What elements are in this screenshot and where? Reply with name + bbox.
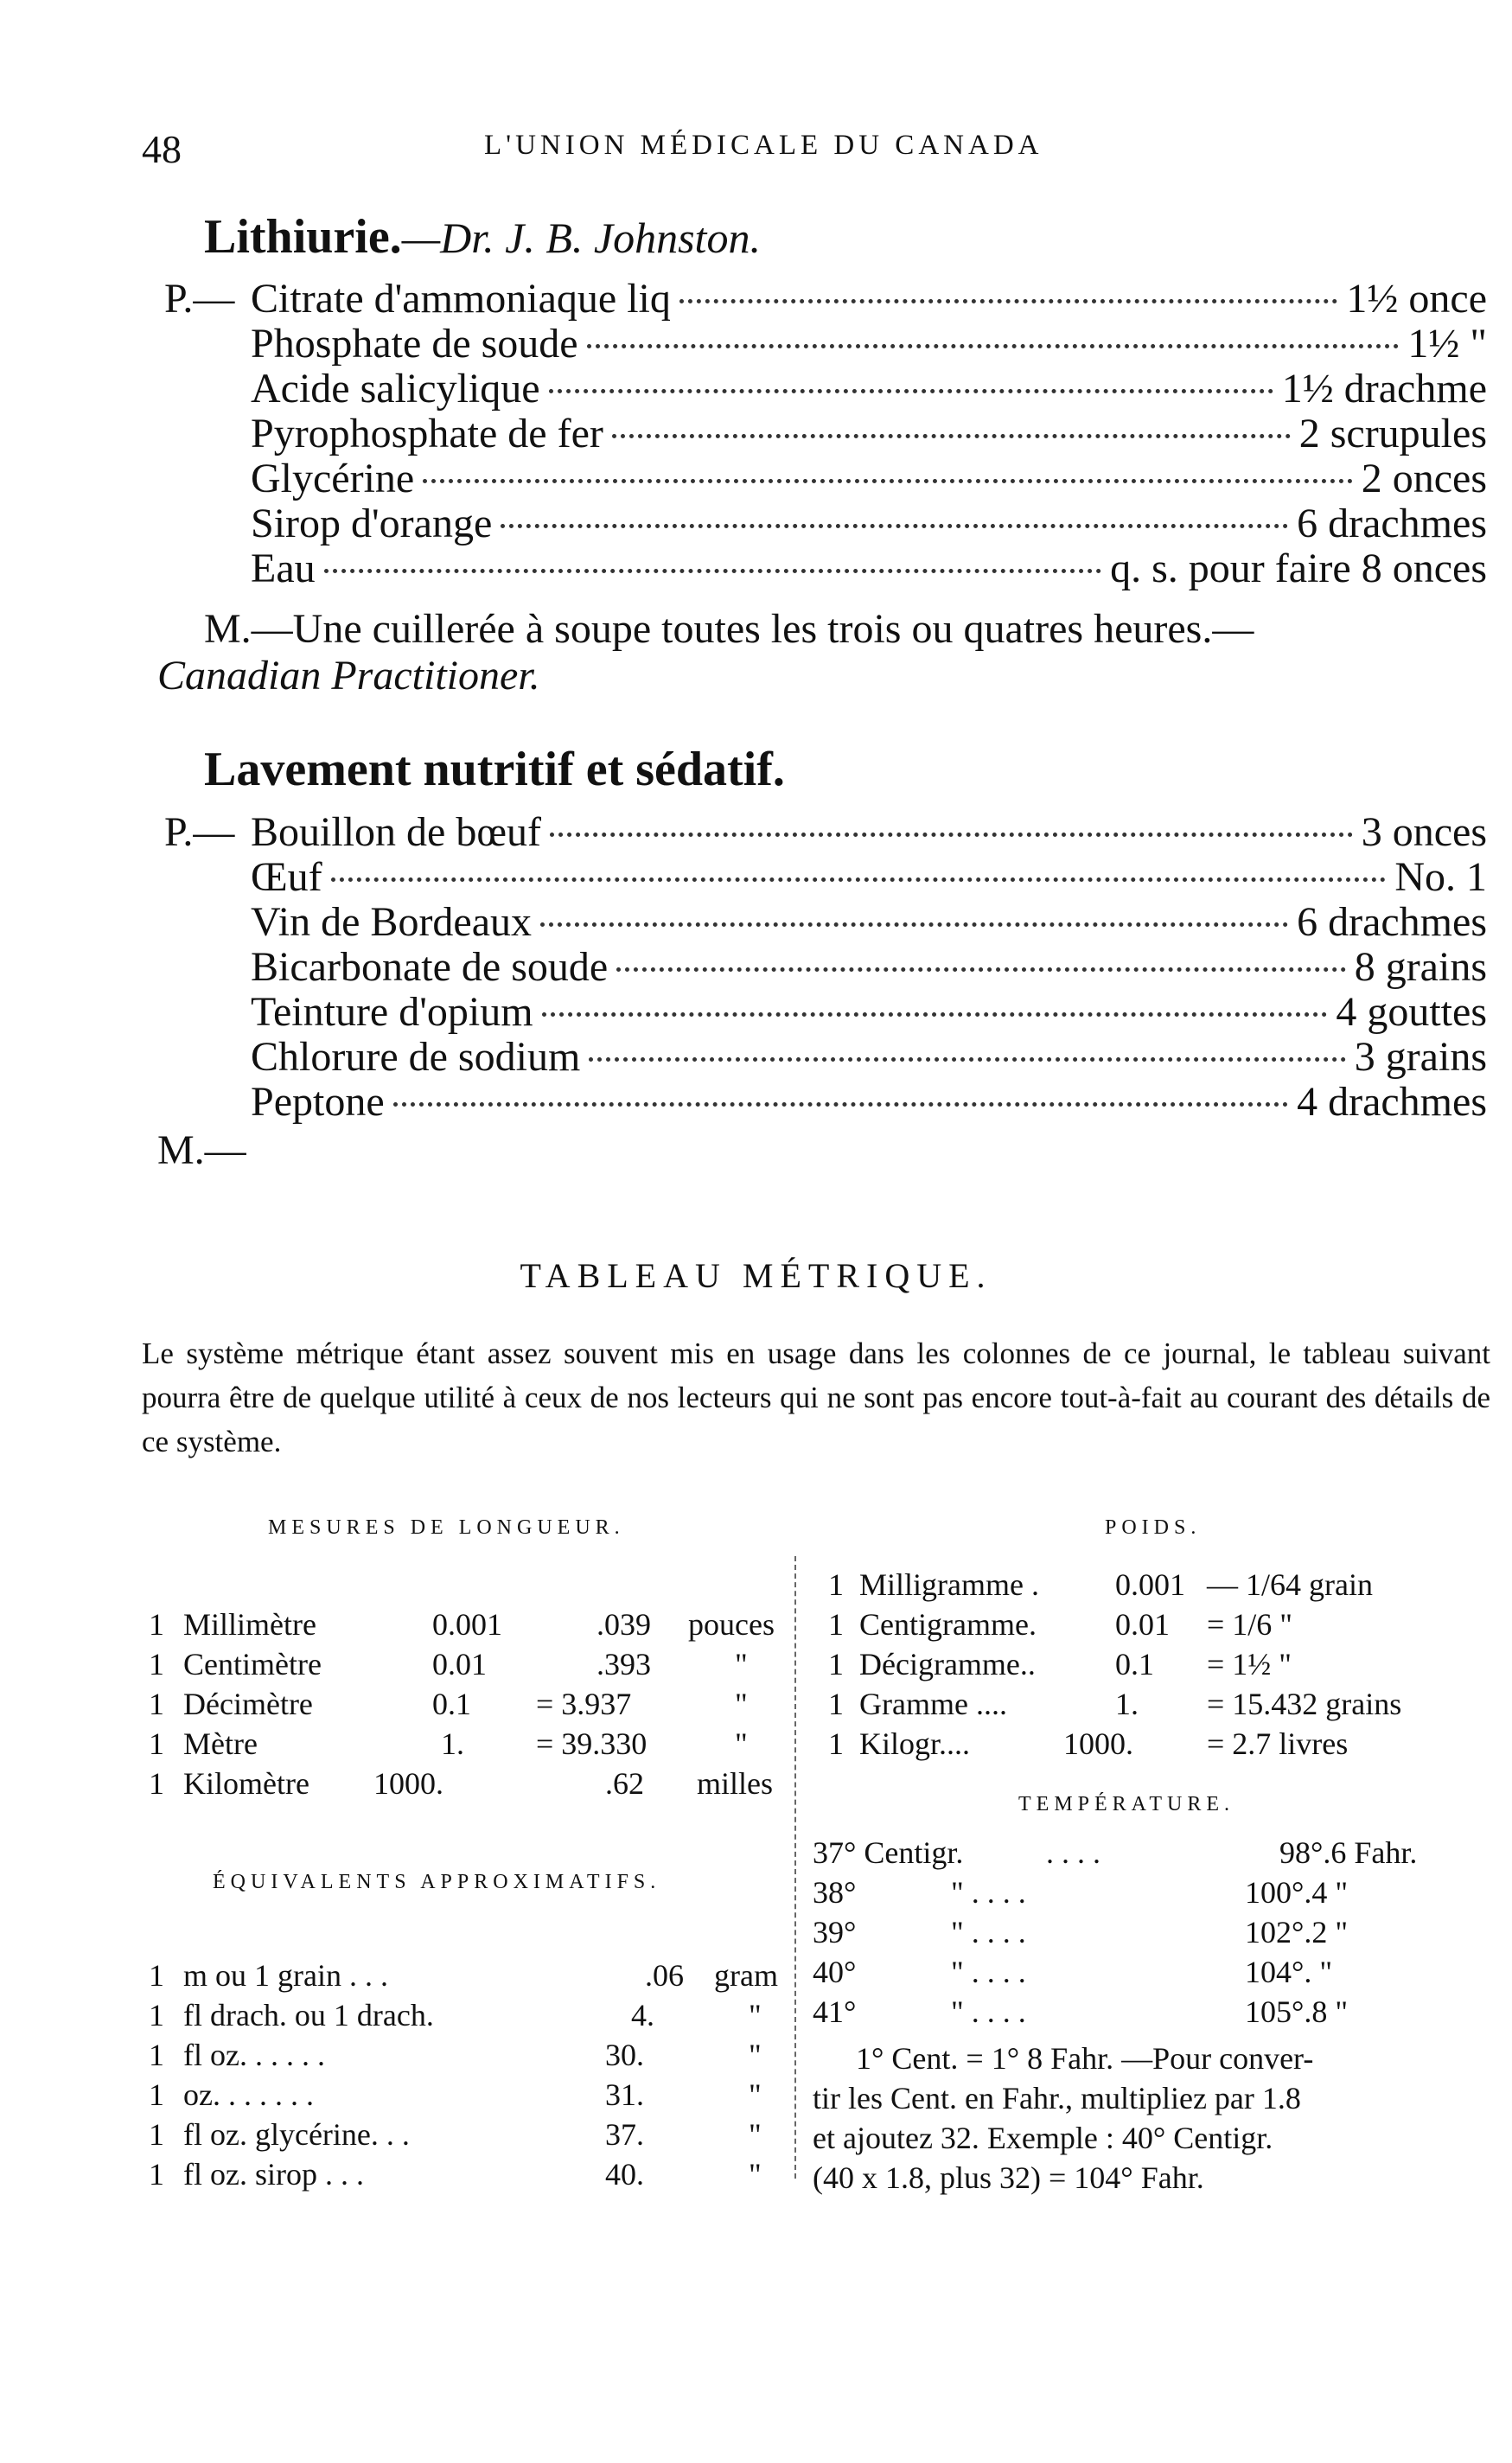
prescription-prefix: P.— [164, 809, 235, 855]
equivalent-value: .06 [645, 1958, 684, 1993]
equivalent-unit: milles [697, 1766, 773, 1801]
leader-dots [324, 568, 1102, 573]
metric-value: 0.01 [1115, 1607, 1170, 1642]
ingredient-line [164, 320, 1487, 367]
leader-dots: " . . . . [951, 1994, 1026, 2029]
ingredient-name: Œuf [251, 854, 322, 900]
unit-name: Centigramme. [859, 1607, 1037, 1642]
ingredient-qty: 3 onces [1361, 809, 1487, 855]
ingredient-line [164, 1033, 1487, 1081]
ingredient-qty: q. s. pour faire 8 onces [1110, 546, 1487, 591]
equivalent-unit: " [749, 1998, 762, 2032]
equivalent-value: = 39.330 [536, 1726, 648, 1761]
fahrenheit-value: 102°.2 " [1245, 1915, 1349, 1949]
equivalent-value: 37. [605, 2117, 644, 2152]
metric-value: 1000. [1063, 1726, 1133, 1761]
equivalent-value: = 3.937 [536, 1687, 632, 1721]
leader-dots [679, 298, 1338, 303]
row-count: 1 [828, 1647, 844, 1681]
ingredient-name: Eau [251, 546, 316, 591]
ingredient-name: Peptone [251, 1079, 385, 1125]
ingredient-qty: 6 drachmes [1297, 899, 1487, 945]
row-count: 1 [149, 1607, 164, 1642]
equivalent-unit: " [749, 2077, 762, 2112]
leader-dots [393, 1101, 1288, 1107]
unit-name: Kilomètre [183, 1766, 309, 1801]
recipe-title: Lavement nutritif et sédatif. [204, 743, 785, 796]
unit-name: fl drach. ou 1 drach. [183, 1998, 434, 2032]
leader-dots: " . . . . [951, 1915, 1026, 1949]
leader-dots: " . . . . [951, 1875, 1026, 1910]
ingredient-name: Teinture d'opium [251, 989, 533, 1035]
ingredient-qty: 4 drachmes [1297, 1079, 1487, 1125]
row-count: 1 [828, 1567, 844, 1602]
prescription-prefix: P.— [164, 276, 235, 322]
equivalent-value: — 1/64 grain [1207, 1567, 1373, 1602]
conversion-note-line: tir les Cent. en Fahr., multipliez par 1.8 [813, 2081, 1301, 2115]
equivalent-unit: " [735, 1687, 748, 1721]
conversion-note-line: et ajoutez 32. Exemple : 40° Centigr. [813, 2121, 1273, 2155]
ingredient-qty: 1½ " [1407, 321, 1487, 367]
leader-dots [612, 433, 1291, 438]
leader-dots: " . . . . [951, 1955, 1026, 1989]
row-count: 1 [149, 2117, 164, 2152]
metric-value: 1. [1115, 1687, 1139, 1721]
leader-dots [331, 877, 1387, 882]
column-divider [794, 1556, 796, 2179]
fahrenheit-value: 98°.6 Fahr. [1279, 1835, 1418, 1870]
unit-name: fl oz. glycérine. . . [183, 2117, 410, 2152]
celsius-value: 37° Centigr. [813, 1835, 964, 1870]
equivalent-value: = 1½ " [1207, 1647, 1292, 1681]
ingredient-name: Sirop d'orange [251, 501, 493, 546]
recipe-instructions: M.—Une cuillerée à soupe toutes les trois ou quatres heures.— [204, 606, 1254, 652]
row-count: 1 [149, 2157, 164, 2192]
equivalent-unit: " [749, 2157, 762, 2192]
row-count: 1 [828, 1607, 844, 1642]
row-count: 1 [149, 2077, 164, 2112]
ingredient-qty: 1½ once [1346, 276, 1487, 322]
ingredient-name: Bicarbonate de soude [251, 944, 609, 990]
fahrenheit-value: 105°.8 " [1245, 1994, 1349, 2029]
conversion-note-line: 1° Cent. = 1° 8 Fahr. —Pour conver- [856, 2041, 1314, 2076]
ingredient-name: Vin de Bordeaux [251, 899, 533, 945]
ingredient-line [164, 455, 1487, 502]
row-count: 1 [149, 1726, 164, 1761]
ingredient-line [164, 365, 1487, 412]
ingredient-qty: 3 grains [1354, 1034, 1487, 1080]
ingredient-name: Acide salicylique [251, 366, 540, 412]
equivalents-heading: ÉQUIVALENTS APPROXIMATIFS. [213, 1871, 661, 1893]
leader-dots: . . . . [1046, 1835, 1101, 1870]
celsius-value: 40° [813, 1955, 857, 1989]
recipe-closing: M.— [157, 1127, 246, 1173]
metric-value: 0.1 [432, 1687, 471, 1721]
ingredient-line [164, 853, 1487, 901]
ingredient-name: Chlorure de sodium [251, 1034, 581, 1080]
unit-name: Kilogr.... [859, 1726, 971, 1761]
ingredient-qty: 8 grains [1354, 944, 1487, 990]
leader-dots [549, 388, 1273, 393]
ingredient-line [164, 943, 1487, 991]
recipe-title [204, 209, 761, 265]
leader-dots [540, 922, 1288, 927]
equivalent-unit: " [749, 2117, 762, 2152]
celsius-value: 41° [813, 1994, 857, 2029]
equivalent-unit: pouces [688, 1607, 775, 1642]
equivalent-value: = 2.7 livres [1207, 1726, 1349, 1761]
row-count: 1 [149, 1766, 164, 1801]
temperature-heading: TEMPÉRATURE. [1018, 1793, 1235, 1815]
fahrenheit-value: 104°. " [1245, 1955, 1333, 1989]
ingredient-line [164, 410, 1487, 457]
equivalent-value: 31. [605, 2077, 644, 2112]
recipe-author: —Dr. J. B. Johnston. [401, 214, 761, 262]
leader-dots [423, 478, 1352, 483]
recipe-title-text: Lithiurie. [204, 210, 402, 264]
celsius-value: 38° [813, 1875, 857, 1910]
leader-dots [542, 1011, 1328, 1017]
weight-heading: POIDS. [1105, 1516, 1202, 1539]
row-count: 1 [828, 1687, 844, 1721]
metric-intro: Le système métrique étant assez souvent mis en usage dans les colonnes de ce journal, le tableau suivant pourra être de quelque utilité à ceux de nos lecteurs qui ne sont pas encore tout-à-fait au courant des détails de ce système. [142, 1337, 1490, 1458]
conversion-note-line: (40 x 1.8, plus 32) = 104° Fahr. [813, 2160, 1204, 2195]
page-number: 48 [142, 127, 182, 171]
ingredient-qty: 6 drachmes [1297, 501, 1487, 546]
metric-value: 1000. [373, 1766, 443, 1801]
running-title: L'UNION MÉDICALE DU CANADA [484, 130, 1043, 161]
equivalent-unit: gram [714, 1958, 778, 1993]
ingredient-qty: 2 scrupules [1298, 411, 1487, 456]
ingredient-name: Glycérine [251, 456, 415, 501]
unit-name: Décigramme.. [859, 1647, 1036, 1681]
leader-dots [550, 832, 1353, 837]
ingredient-name: Phosphate de soude [251, 321, 578, 367]
unit-name: m ou 1 grain . . . [183, 1958, 388, 1993]
ingredient-line [164, 808, 1487, 856]
unit-name: Décimètre [183, 1687, 313, 1721]
row-count: 1 [149, 1998, 164, 2032]
leader-dots [501, 523, 1288, 528]
ingredient-line [164, 500, 1487, 547]
equivalent-value: 30. [605, 2038, 644, 2072]
leader-dots [587, 343, 1400, 348]
ingredient-name: Citrate d'ammoniaque liq [251, 276, 671, 322]
metric-table-title: TABLEAU MÉTRIQUE. [520, 1256, 992, 1295]
row-count: 1 [149, 2038, 164, 2072]
ingredient-name: Pyrophosphate de fer [251, 411, 603, 456]
ingredient-qty: 4 gouttes [1336, 989, 1487, 1035]
equivalent-unit: " [735, 1647, 748, 1681]
recipe-source [157, 652, 540, 699]
equivalent-value: .62 [605, 1766, 644, 1801]
unit-name: Millimètre [183, 1607, 316, 1642]
unit-name: oz. . . . . . . [183, 2077, 314, 2112]
row-count: 1 [149, 1958, 164, 1993]
equivalent-value: 4. [631, 1998, 654, 2032]
ingredient-line [164, 275, 1487, 322]
ingredient-line [164, 988, 1487, 1036]
row-count: 1 [149, 1647, 164, 1681]
unit-name: Milligramme . [859, 1567, 1039, 1602]
unit-name: Mètre [183, 1726, 258, 1761]
ingredient-name: Bouillon de bœuf [251, 809, 541, 855]
equivalent-value: .393 [597, 1647, 651, 1681]
equivalent-unit: " [749, 2038, 762, 2072]
metric-value: 0.001 [432, 1607, 502, 1642]
unit-name: fl oz. . . . . . [183, 2038, 325, 2072]
ingredient-line [164, 898, 1487, 946]
metric-value: 0.01 [432, 1647, 487, 1681]
row-count: 1 [828, 1726, 844, 1761]
unit-name: Centimètre [183, 1647, 322, 1681]
fahrenheit-value: 100°.4 " [1245, 1875, 1349, 1910]
ingredient-qty: 2 onces [1361, 456, 1487, 501]
unit-name: Gramme .... [859, 1687, 1007, 1721]
equivalent-value: = 1/6 " [1207, 1607, 1292, 1642]
ingredient-line [164, 545, 1487, 592]
leader-dots [589, 1056, 1345, 1062]
length-heading: MESURES DE LONGUEUR. [268, 1516, 625, 1539]
equivalent-unit: " [735, 1726, 748, 1761]
ingredient-line [164, 1078, 1487, 1126]
unit-name: fl oz. sirop . . . [183, 2157, 364, 2192]
row-count: 1 [149, 1687, 164, 1721]
metric-value: 1. [441, 1726, 464, 1761]
equivalent-value: 40. [605, 2157, 644, 2192]
metric-value: 0.1 [1115, 1647, 1154, 1681]
metric-value: 0.001 [1115, 1567, 1185, 1602]
source-title: Canadian Practitioner. [157, 653, 540, 699]
equivalent-value: .039 [597, 1607, 651, 1642]
equivalent-value: = 15.432 grains [1207, 1687, 1402, 1721]
ingredient-qty: No. 1 [1394, 854, 1487, 900]
leader-dots [616, 967, 1346, 972]
celsius-value: 39° [813, 1915, 857, 1949]
ingredient-qty: 1½ drachme [1281, 366, 1487, 412]
